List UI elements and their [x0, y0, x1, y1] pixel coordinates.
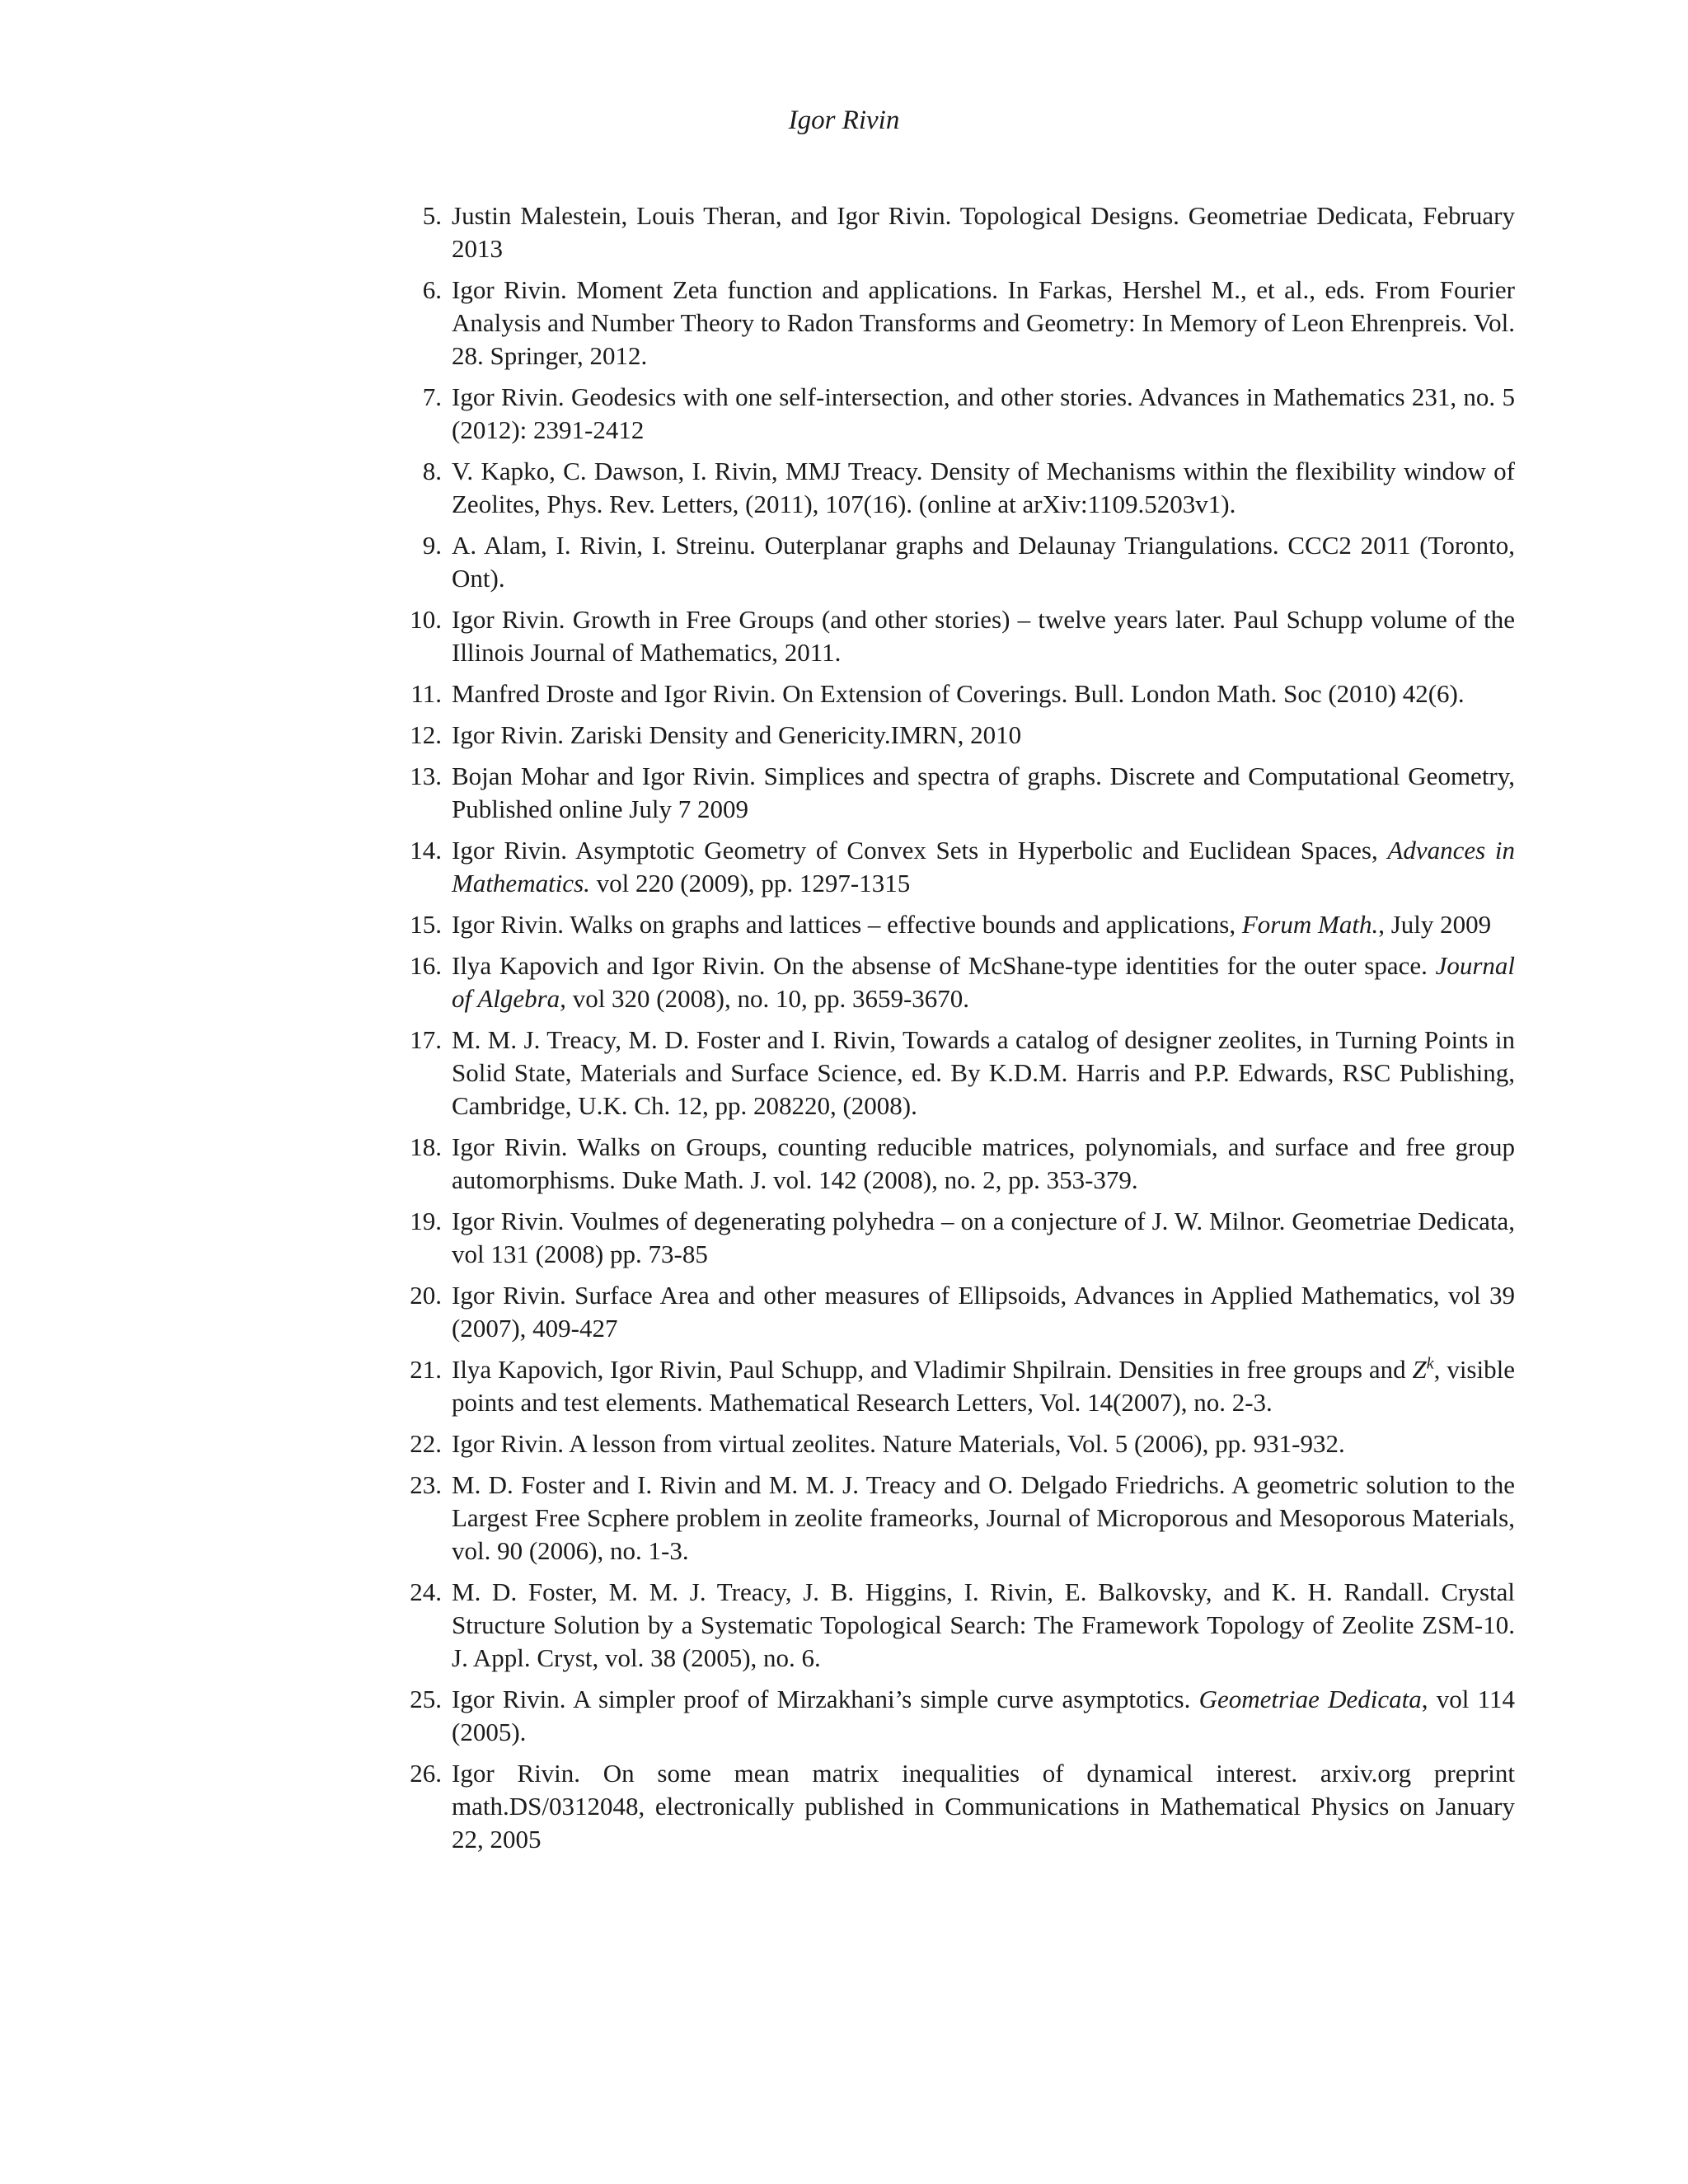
reference-segment: Igor Rivin. Growth in Free Groups (and other stories) – twelve years later. Paul Schupp volume of the Illinois Journal of Mathematics, 2011. [452, 605, 1515, 667]
reference-italic-segment: Z [1412, 1355, 1427, 1384]
reference-text [452, 457, 1515, 518]
reference-number: 5. [422, 201, 442, 230]
reference-item [394, 1683, 1515, 1749]
reference-segment: A. Alam, I. Rivin, I. Streinu. Outerplanar graphs and Delaunay Triangulations. CCC2 2011 (Toronto, Ont). [452, 531, 1515, 593]
reference-number: 24. [410, 1577, 442, 1606]
reference-item [394, 1469, 1515, 1568]
reference-text [452, 531, 1515, 593]
reference-text [452, 275, 1515, 370]
reference-segment: V. Kapko, C. Dawson, I. Rivin, MMJ Treacy. Density of Mechanisms within the flexibility window of Zeolites, Phys. Rev. Letters, (2011), 107(16). (online at arXiv:1109.5203v1). [452, 457, 1515, 518]
reference-segment: , visible points and test elements. Mathematical Research Letters, Vol. 14(2007), no. 2-3. [452, 1355, 1515, 1417]
reference-number: 26. [410, 1759, 442, 1788]
reference-number: 22. [410, 1429, 442, 1458]
reference-item [394, 949, 1515, 1015]
reference-number: 14. [410, 836, 442, 865]
reference-segment: Igor Rivin. Asymptotic Geometry of Convex Sets in Hyperbolic and Euclidean Spaces, [452, 836, 1388, 865]
reference-segment: M. D. Foster, M. M. J. Treacy, J. B. Higgins, I. Rivin, E. Balkovsky, and K. H. Randall. Crystal Structure Solution by a Systematic Topological Search: The Framework Topology of Zeolite ZSM-10. J. Appl. Cryst, vol. 38 (2005), no. 6. [452, 1577, 1515, 1672]
reference-segment: Igor Rivin. Geodesics with one self-intersection, and other stories. Advances in Mathematics 231, no. 5 (2012): 2391-2412 [452, 382, 1515, 444]
reference-italic-segment: Forum Math. [1241, 910, 1379, 939]
reference-text [452, 1132, 1515, 1194]
reference-item [394, 1024, 1515, 1122]
reference-segment: Igor Rivin. Voulmes of degenerating polyhedra – on a conjecture of J. W. Milnor. Geometriae Dedicata, vol 131 (2008) pp. 73-85 [452, 1207, 1515, 1268]
reference-number: 13. [410, 762, 442, 790]
reference-number: 11. [410, 679, 442, 708]
reference-number: 21. [410, 1355, 442, 1384]
reference-item [394, 1757, 1515, 1856]
reference-text [452, 762, 1515, 823]
reference-item [394, 760, 1515, 826]
reference-segment: Igor Rivin. Walks on graphs and lattices – effective bounds and applications, [452, 910, 1242, 939]
reference-text [452, 1429, 1345, 1458]
reference-number: 23. [410, 1470, 442, 1499]
reference-number: 18. [410, 1132, 442, 1161]
reference-item [394, 1279, 1515, 1345]
reference-text [452, 1355, 1515, 1417]
reference-segment: Ilya Kapovich, Igor Rivin, Paul Schupp, and Vladimir Shpilrain. Densities in free groups and [452, 1355, 1413, 1384]
reference-segment: , vol 114 (2005). [452, 1685, 1515, 1746]
reference-item [394, 908, 1515, 941]
reference-segment: vol 320 (2008), no. 10, pp. 3659-3670. [565, 984, 970, 1013]
reference-item [394, 455, 1515, 521]
reference-item [394, 677, 1515, 710]
reference-item [394, 199, 1515, 265]
reference-segment: Igor Rivin. On some mean matrix inequalities of dynamical interest. arxiv.org preprint math.DS/0312048, electronically published in Communications in Mathematical Physics on January 22, 2005 [452, 1759, 1515, 1854]
reference-text [452, 1281, 1515, 1343]
reference-number: 15. [410, 910, 442, 939]
reference-text [452, 1025, 1515, 1120]
reference-number: 12. [410, 720, 442, 749]
reference-segment: Justin Malestein, Louis Theran, and Igor Rivin. Topological Designs. Geometriae Dedicata, February 2013 [452, 201, 1515, 263]
reference-segment: Ilya Kapovich and Igor Rivin. On the absense of McShane-type identities for the outer space. [452, 951, 1436, 980]
reference-number: 25. [410, 1685, 442, 1713]
reference-text [452, 1685, 1515, 1746]
reference-text [452, 1759, 1515, 1854]
reference-list [394, 199, 1515, 1864]
reference-segment: Bojan Mohar and Igor Rivin. Simplices and spectra of graphs. Discrete and Computational Geometry, Published online July 7 2009 [452, 762, 1515, 823]
reference-item [394, 1131, 1515, 1197]
reference-text [452, 1207, 1515, 1268]
reference-segment: Igor Rivin. Zariski Density and Genericity.IMRN, 2010 [452, 720, 1022, 749]
reference-text [452, 1470, 1515, 1565]
reference-item [394, 1205, 1515, 1271]
reference-superscript: k [1426, 1354, 1434, 1373]
reference-number: 8. [422, 457, 442, 485]
reference-segment: Igor Rivin. Surface Area and other measures of Ellipsoids, Advances in Applied Mathematics, vol 39 (2007), 409-427 [452, 1281, 1515, 1343]
reference-text [452, 679, 1465, 708]
reference-segment: M. M. J. Treacy, M. D. Foster and I. Rivin, Towards a catalog of designer zeolites, in Turning Points in Solid State, Materials and Surface Science, ed. By K.D.M. Harris and P.P. Edwards, RSC Publishing, Cambridge, U.K. Ch. 12, pp. 208220, (2008). [452, 1025, 1515, 1120]
reference-italic-segment: Advances in Mathematics. [452, 836, 1515, 898]
reference-text [452, 1577, 1515, 1672]
page-header-author: Igor Rivin [788, 105, 900, 135]
reference-text [452, 720, 1021, 749]
reference-segment: , July 2009 [1378, 910, 1492, 939]
reference-segment: M. D. Foster and I. Rivin and M. M. J. Treacy and O. Delgado Friedrichs. A geometric solution to the Largest Free Scphere problem in zeolite frameorks, Journal of Microporous and Mesoporous Materials, vol. 90 (2006), no. 1-3. [452, 1470, 1515, 1565]
reference-item [394, 529, 1515, 595]
reference-item [394, 834, 1515, 900]
reference-number: 20. [410, 1281, 442, 1310]
reference-segment: vol 220 (2009), pp. 1297-1315 [589, 869, 911, 898]
reference-segment: Igor Rivin. A lesson from virtual zeolites. Nature Materials, Vol. 5 (2006), pp. 931-932. [452, 1429, 1345, 1458]
reference-item [394, 1576, 1515, 1675]
reference-number: 10. [410, 605, 442, 634]
reference-text [452, 605, 1515, 667]
reference-number: 16. [410, 951, 442, 980]
reference-segment: Igor Rivin. Moment Zeta function and applications. In Farkas, Hershel M., et al., eds. From Fourier Analysis and Number Theory to Radon Transforms and Geometry: In Memory of Leon Ehrenpreis. Vol. 28. Springer, 2012. [452, 275, 1515, 370]
reference-number: 19. [410, 1207, 442, 1235]
reference-text [452, 951, 1515, 1013]
reference-number: 7. [422, 382, 442, 411]
reference-text [452, 382, 1515, 444]
reference-segment: Igor Rivin. A simpler proof of Mirzakhani’s simple curve asymptotics. [452, 1685, 1199, 1713]
reference-text [452, 836, 1515, 898]
reference-segment: Manfred Droste and Igor Rivin. On Extension of Coverings. Bull. London Math. Soc (2010) 42(6). [452, 679, 1465, 708]
reference-italic-segment: Geometriae Dedicata [1198, 1685, 1422, 1713]
reference-item [394, 603, 1515, 669]
reference-item [394, 274, 1515, 373]
reference-text [452, 910, 1491, 939]
reference-number: 17. [410, 1025, 442, 1054]
reference-italic-segment: Journal of Algebra, [452, 951, 1515, 1013]
reference-item [394, 1427, 1515, 1460]
reference-item [394, 719, 1515, 752]
reference-text [452, 201, 1515, 263]
reference-number: 9. [422, 531, 442, 560]
reference-segment: Igor Rivin. Walks on Groups, counting reducible matrices, polynomials, and surface and free group automorphisms. Duke Math. J. vol. 142 (2008), no. 2, pp. 353-379. [452, 1132, 1515, 1194]
reference-item [394, 1353, 1515, 1419]
reference-item [394, 381, 1515, 447]
reference-number: 6. [422, 275, 442, 304]
